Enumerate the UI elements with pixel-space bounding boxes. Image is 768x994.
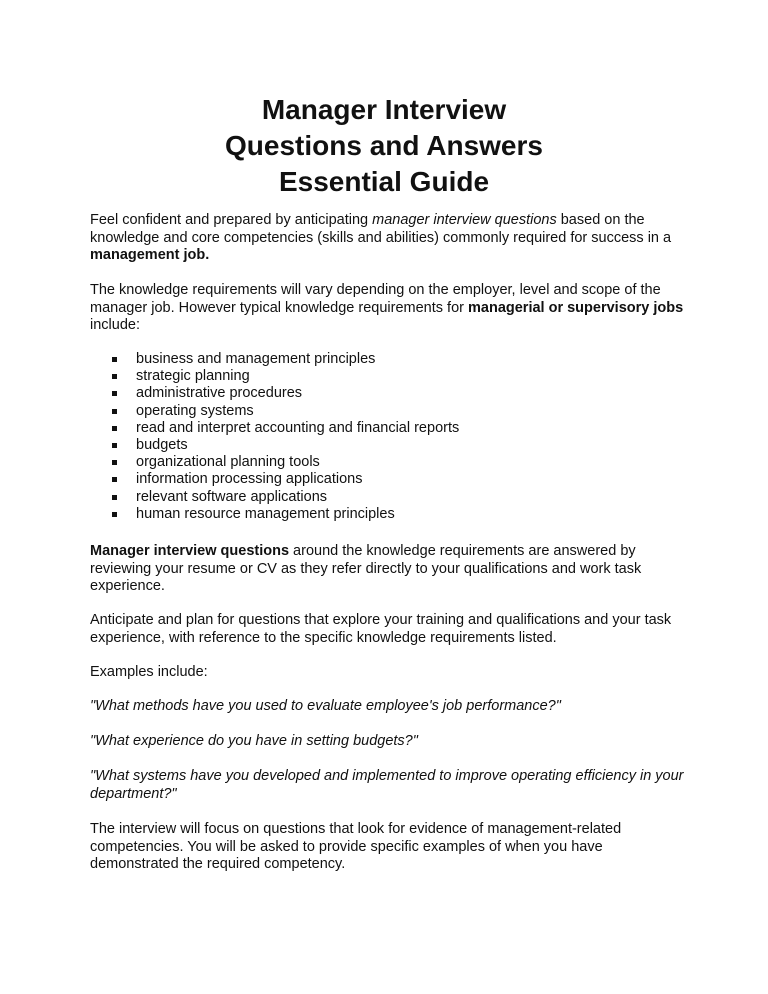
questions-bold-phrase: Manager interview questions [90, 543, 290, 559]
intro-text-a: Feel confident and prepared by anticipating [90, 212, 373, 228]
list-item-text: administrative procedures [136, 385, 303, 402]
intro-text-b: based on the knowledge and core competencies (skills and abilities) commonly required for success in a [90, 212, 672, 246]
bullet-square-icon [112, 460, 117, 465]
list-item [90, 454, 690, 471]
list-item-text: budgets [136, 437, 188, 454]
bullet-square-icon [112, 512, 117, 517]
list-item-text: read and interpret accounting and financial reports [136, 419, 460, 436]
bullet-square-icon [112, 477, 117, 482]
example-question-1: "What methods have you used to evaluate employee's job performance?" [90, 698, 561, 714]
bullet-square-icon [112, 374, 117, 379]
examples-heading: Examples include: [90, 664, 208, 680]
bullet-square-icon [112, 443, 117, 448]
list-item-text: information processing applications [136, 471, 363, 488]
list-item [90, 471, 690, 488]
anticipate-paragraph: Anticipate and plan for questions that explore your training and qualifications and your task experience, with reference to the specific knowledge requirements listed. [90, 612, 672, 646]
knowledge-paragraph [90, 282, 690, 335]
list-item-text: strategic planning [136, 368, 250, 385]
bullet-square-icon [112, 409, 117, 414]
bullet-square-icon [112, 495, 117, 500]
example-question-3: "What systems have you developed and implemented to improve operating efficiency in your department?" [90, 768, 684, 802]
questions-text: around the knowledge requirements are answered by reviewing your resume or CV as they refer directly to your qualifications and work task experience. [90, 543, 642, 594]
list-item [90, 385, 690, 402]
bullet-square-icon [112, 357, 117, 362]
page-title [0, 92, 768, 200]
list-item [90, 489, 690, 506]
list-item [90, 420, 690, 437]
list-item-text: organizational planning tools [136, 454, 320, 471]
intro-italic-phrase: manager interview questions [372, 212, 557, 228]
knowledge-bold-phrase: managerial or supervisory jobs [468, 299, 684, 316]
example-question-2: "What experience do you have in setting budgets?" [90, 733, 418, 749]
intro-bold-phrase: management job. [90, 247, 210, 263]
intro-paragraph [90, 212, 690, 265]
title-line-3: Essential Guide [278, 166, 490, 197]
list-item [90, 351, 690, 368]
list-item-text: human resource management principles [136, 505, 395, 522]
bullet-square-icon [112, 426, 117, 431]
title-line-2: Questions and Answers [225, 130, 543, 161]
knowledge-list [90, 351, 690, 523]
list-item [90, 368, 690, 385]
list-item-text: relevant software applications [136, 488, 328, 505]
questions-paragraph [90, 543, 690, 596]
competency-paragraph: The interview will focus on questions that look for evidence of management-related competencies. You will be asked to provide specific examples of when you have demonstrated the required competency. [90, 821, 622, 872]
bullet-square-icon [112, 391, 117, 396]
list-item [90, 506, 690, 523]
knowledge-text-b: include: [90, 317, 140, 333]
list-item-text: operating systems [136, 402, 254, 419]
list-item [90, 437, 690, 454]
title-line-1: Manager Interview [261, 94, 507, 125]
list-item-text: business and management principles [136, 351, 376, 367]
list-item [90, 403, 690, 420]
knowledge-text-a: The knowledge requirements will vary depending on the employer, level and scope of the manager job. However typical knowledge requirements for [90, 282, 661, 316]
